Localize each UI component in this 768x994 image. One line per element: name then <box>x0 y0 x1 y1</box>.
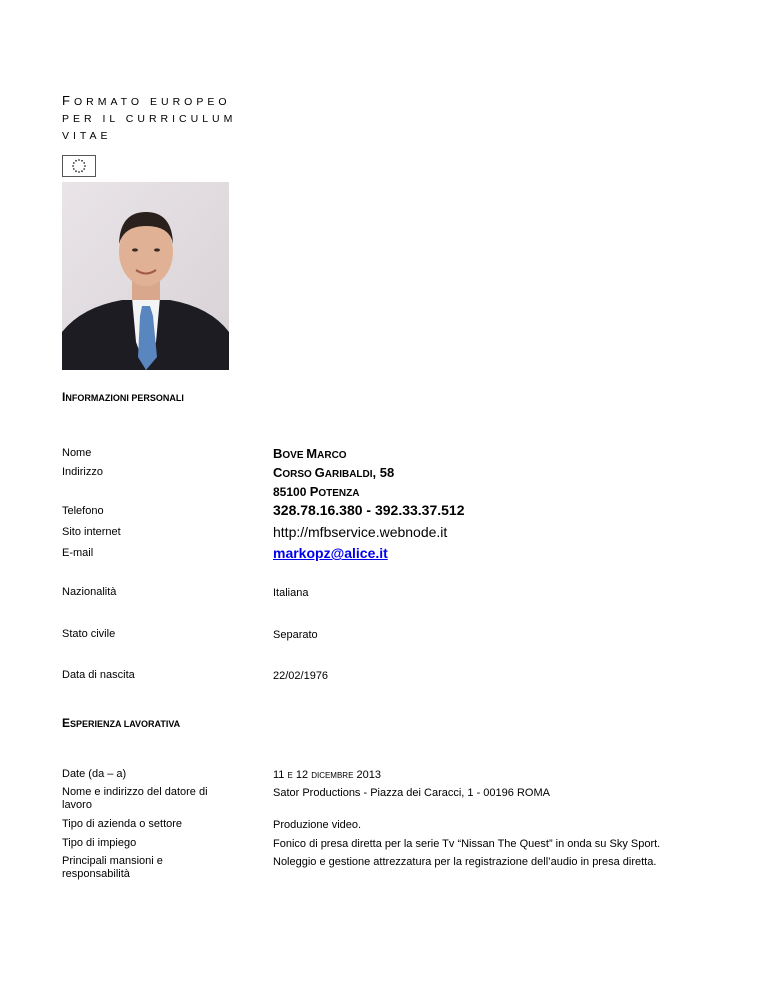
civil-status-value: Separato <box>273 629 318 641</box>
website-value[interactable]: http://mfbservice.webnode.it <box>273 524 448 540</box>
birth-date-value: 22/02/1976 <box>273 670 329 682</box>
birth-date-label: Data di nascita <box>62 669 135 681</box>
sector-label: Tipo di azienda o settore <box>62 818 183 830</box>
email-link[interactable]: markopz@alice.it <box>273 545 388 561</box>
website-label: Sito internet <box>62 526 121 538</box>
section-work-experience: ESPERIENZA LAVORATIVA <box>62 716 181 730</box>
address-line-1: CORSO GARIBALDI, 58 <box>273 465 395 480</box>
email-label: E-mail <box>62 547 94 559</box>
phone-value: 328.78.16.380 - 392.33.37.512 <box>273 502 465 518</box>
name-label: Nome <box>62 447 92 459</box>
name-value: BOVE MARCO <box>273 446 347 461</box>
exp-date-value: 11 E 12 DICEMBRE 2013 <box>273 769 381 781</box>
address-value <box>273 464 394 502</box>
phone-label: Telefono <box>62 505 104 517</box>
job-type-value: Fonico di presa diretta per la serie Tv “Nissan The Quest” in onda su Sky Sport. <box>273 838 661 850</box>
employer-value: Sator Productions - Piazza dei Caracci, 1 - 00196 ROMA <box>273 787 550 799</box>
eu-flag-icon <box>62 155 96 177</box>
email-value[interactable] <box>273 545 388 562</box>
nationality-label: Nazionalità <box>62 586 117 598</box>
address-label: Indirizzo <box>62 466 103 478</box>
address-line-2: 85100 POTENZA <box>273 484 360 499</box>
title-line-3: VITAE <box>62 130 112 142</box>
section-personal-info: INFORMAZIONI PERSONALI <box>62 390 184 404</box>
exp-date-label: Date (da – a) <box>62 768 127 780</box>
civil-status-label: Stato civile <box>62 628 116 640</box>
job-type-label: Tipo di impiego <box>62 837 137 849</box>
cv-title <box>62 92 236 145</box>
title-line-2: PER IL CURRICULUM <box>62 113 237 125</box>
nationality-value: Italiana <box>273 587 309 599</box>
duties-label: Principali mansioni e responsabilità <box>62 855 163 880</box>
title-line-1: FORMATO EUROPEO <box>62 93 231 108</box>
sector-value: Produzione video. <box>273 819 362 831</box>
employer-label: Nome e indirizzo del datore di lavoro <box>62 786 208 811</box>
profile-photo <box>62 182 229 370</box>
duties-value: Noleggio e gestione attrezzatura per la registrazione dell’audio in presa diretta. <box>273 856 657 868</box>
